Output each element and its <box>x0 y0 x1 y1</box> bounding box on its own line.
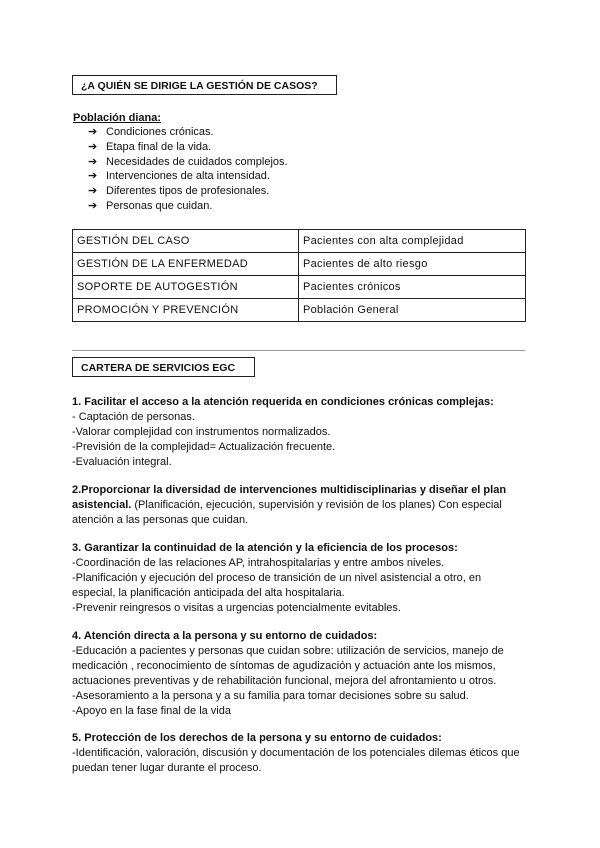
table-row <box>73 299 526 322</box>
list-item: ➔ Condiciones crónicas. <box>88 126 214 138</box>
table-cell: Pacientes crónicos <box>299 276 526 299</box>
table-cell: GESTIÓN DE LA ENFERMEDAD <box>73 253 299 276</box>
cartera-box: CARTERA DE SERVICIOS EGC <box>72 357 255 377</box>
arrow-icon: ➔ <box>88 155 98 168</box>
section-3-line: -Prevenir reingresos o visitas a urgencias potencialmente evitables. <box>72 602 401 614</box>
divider <box>72 350 525 351</box>
section-1-line: - Captación de personas. <box>72 411 195 423</box>
table-cell: GESTIÓN DEL CASO <box>73 230 299 253</box>
table-cell: PROMOCIÓN Y PREVENCIÓN <box>73 299 299 322</box>
section-2-heading: 2.Proporcionar la diversidad de intervenciones multidisciplinarias y diseñar el plan asistencial. <box>72 484 507 511</box>
section-3-line: -Coordinación de las relaciones AP, intrahospitalarias y entre ambos niveles. <box>72 557 445 569</box>
list-item: ➔ Diferentes tipos de profesionales. <box>88 185 270 198</box>
section-1-line: -Evaluación integral. <box>72 456 172 468</box>
section-2-body: (Planificación, ejecución, supervisión y revisión de los planes) Con especial atención a las personas que cuidan. <box>72 499 502 526</box>
table-row <box>73 276 526 299</box>
gestion-table <box>72 229 526 322</box>
arrow-icon: ➔ <box>88 140 98 153</box>
table-cell: Pacientes de alto riesgo <box>299 253 526 276</box>
table-row <box>73 230 526 253</box>
arrow-icon: ➔ <box>88 170 98 183</box>
list-item: ➔ Necesidades de cuidados complejos. <box>88 155 288 168</box>
section-2 <box>72 483 522 528</box>
section-3 <box>72 541 522 616</box>
poblacion-list <box>88 125 288 214</box>
table-cell: Pacientes con alta complejidad <box>299 230 526 253</box>
section-5 <box>72 731 527 776</box>
section-5-heading: 5. Protección de los derechos de la persona y su entorno de cuidados: <box>72 732 442 744</box>
section-3-heading: 3. Garantizar la continuidad de la atención y la eficiencia de los procesos: <box>72 542 458 554</box>
table-row <box>73 253 526 276</box>
section-1-heading: 1. Facilitar el acceso a la atención requerida en condiciones crónicas complejas: <box>72 396 494 408</box>
section-1-line: -Previsión de la complejidad= Actualización frecuente. <box>72 441 336 453</box>
list-item: ➔ Intervenciones de alta intensidad. <box>88 170 270 183</box>
list-item: ➔ Personas que cuidan. <box>88 199 213 212</box>
arrow-icon: ➔ <box>88 126 98 138</box>
arrow-icon: ➔ <box>88 199 98 212</box>
section-4-line: -Asesoramiento a la persona y a su familia para tomar decisiones sobre su salud. <box>72 690 469 702</box>
section-4-line: -Apoyo en la fase final de la vida <box>72 705 231 717</box>
section-3-line: -Planificación y ejecución del proceso de transición de un nivel asistencial a otro, en especial, la planificación anticipada del alta hospitalaria. <box>72 572 482 599</box>
poblacion-heading: Población diana: <box>73 112 162 124</box>
section-4 <box>72 629 527 719</box>
section-1 <box>72 395 532 470</box>
section-2-paragraph <box>72 483 522 528</box>
section-4-line: -Educación a pacientes y personas que cuidan sobre: utilización de servicios, manejo de medicación , reconocimiento de síntomas de agudización y actuación ante los mismos, actuaciones preventivas y de rehabilitación funcional, mejora del afrontamiento u otros. <box>72 645 504 687</box>
table-cell: Población General <box>299 299 526 322</box>
title-box: ¿A QUIÉN SE DIRIGE LA GESTIÓN DE CASOS? <box>72 75 337 95</box>
list-item: ➔ Etapa final de la vida. <box>88 140 212 153</box>
section-4-heading: 4. Atención directa a la persona y su entorno de cuidados: <box>72 630 378 642</box>
section-1-line: -Valorar complejidad con instrumentos normalizados. <box>72 426 331 438</box>
table-cell: SOPORTE DE AUTOGESTIÓN <box>73 276 299 299</box>
section-5-line: -Identificación, valoración, discusión y documentación de los potenciales dilemas éticos que puedan tener lugar durante el proceso. <box>72 747 520 774</box>
arrow-icon: ➔ <box>88 185 98 198</box>
